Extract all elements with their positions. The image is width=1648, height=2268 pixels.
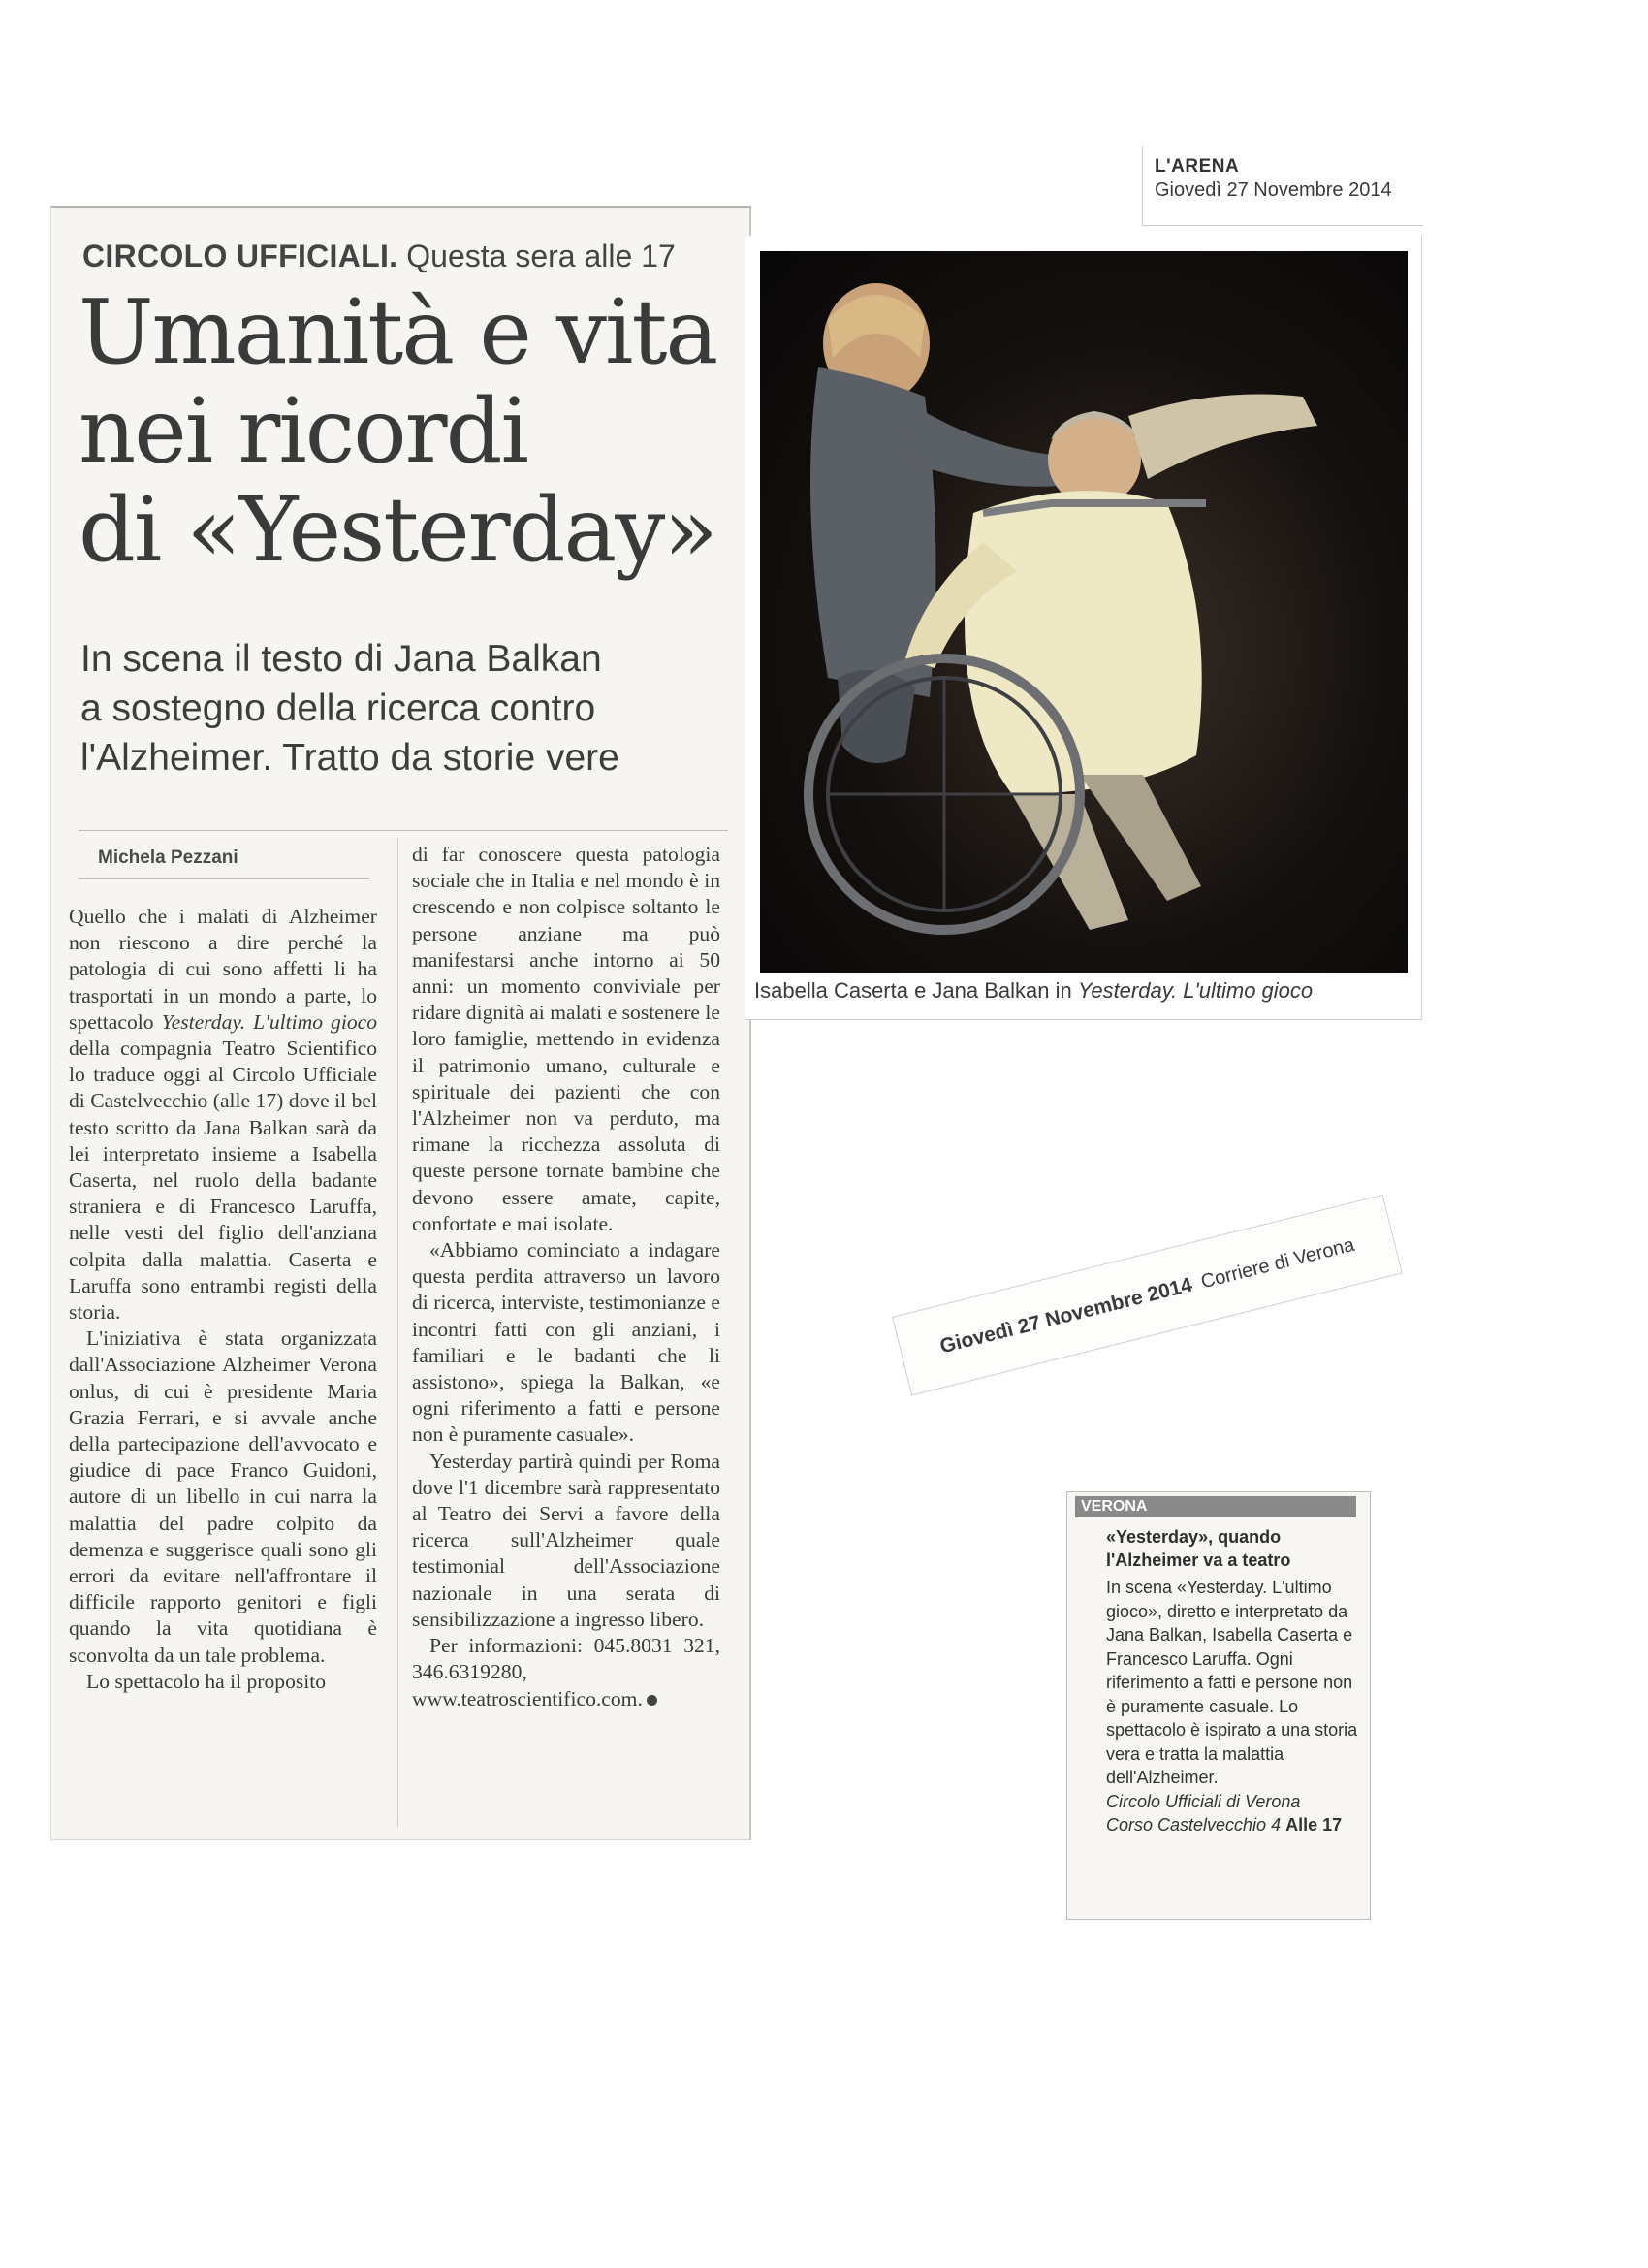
- byline: Michela Pezzani: [98, 847, 238, 868]
- byline-divider: [79, 878, 369, 879]
- divider: [79, 830, 728, 831]
- stage-photo: [760, 251, 1408, 973]
- brief-body: [1106, 1576, 1358, 1837]
- article-column-2: [412, 842, 720, 1712]
- strip-date: Giovedì 27 Novembre 2014: [937, 1273, 1195, 1358]
- masthead-clipping: [1142, 146, 1423, 226]
- performers-illustration: [760, 251, 1408, 973]
- article-clipping: [50, 206, 751, 1840]
- italic-title: Yesterday. L'ultimo gioco: [161, 1009, 377, 1034]
- column-divider: [397, 838, 398, 1827]
- deck-line: l'Alzheimer. Tratto da storie vere: [80, 737, 619, 779]
- strip-text: [937, 1233, 1356, 1359]
- corriere-date-strip: [892, 1195, 1403, 1396]
- end-mark: [647, 1695, 657, 1706]
- deck-line: In scena il testo di Jana Balkan: [80, 638, 602, 680]
- paragraph: «Abbiamo cominciato a indagare questa perdita attraverso un lavoro di ricerca, interviste, testimonianze e incontri fatti con gli anziani, i familiari e le badanti che li assistono», spiega la Balkan, «e ogni riferimento a fatti e persone non è puramente casuale».: [412, 1238, 720, 1447]
- brief-clipping: [1066, 1491, 1371, 1920]
- paragraph: L'iniziativa è stata organizzata dall'Associazione Alzheimer Verona onlus, di cui è presidente Maria Grazia Ferrari, e si avvale anche della partecipazione dell'avvocato e giudice di pace Franco Guidoni, autore di un libello in cui narra la malattia del padre colpito da demenza e suggerisce quali sono gli errori da evitare nell'affrontare il difficile rapporto genitori e figli quando la vita quotidiana è sconvolta da un tale problema.: [69, 1326, 377, 1667]
- brief-address-line: [1106, 1813, 1358, 1837]
- paragraph: Lo spettacolo ha il proposito: [86, 1669, 327, 1693]
- photo-caption: [754, 978, 1313, 1004]
- deck: [80, 634, 720, 783]
- strip-paper: Corriere di Verona: [1198, 1233, 1357, 1294]
- photo-clipping: [745, 236, 1422, 1020]
- caption-title: Yesterday. L'ultimo gioco: [1077, 978, 1314, 1003]
- paragraph: Yesterday partirà quindi per Roma dove l'1 dicembre sarà rappresentato al Teatro dei Servi a favore della ricerca sull'Alzheimer quale testimonial dell'Associazione nazionale in una serata di sensibilizzazione a ingresso libero.: [412, 1449, 720, 1631]
- headline-line: nei ricordi: [79, 379, 527, 483]
- contact-info: Per informazioni: 045.8031 321, 346.6319280, www.teatroscientifico.com.: [412, 1634, 720, 1710]
- headline-line: di «Yesterday»: [79, 478, 716, 582]
- kicker-time: Questa sera alle 17: [406, 239, 676, 273]
- text-run: della compagnia Teatro Scientifico lo traduce oggi al Circolo Ufficiale di Castelvecchio (alle 17) dove il bel testo scritto da Jana Balkan sarà da lei interpretato insieme a Isabella Caserta, nel ruolo della badante straniera e di Francesco Laruffa, nelle vesti del figlio dell'anziana colpita dalla malattia. Caserta e Laruffa sono entrambi registi della storia.: [69, 1037, 377, 1325]
- article-column-1: [69, 904, 377, 1695]
- newspaper-name: L'ARENA: [1155, 156, 1240, 176]
- address: Corso Castelvecchio 4: [1106, 1815, 1282, 1835]
- paragraph: di far conoscere questa patologia sociale che in Italia e nel mondo è in crescendo e non colpisce soltanto le persone anziane ma può manifestarsi anche intorno ai 50 anni: un momento conviviale per ridare dignità ai malati e sostenere le loro famiglie, mettendo in evidenza il patrimonio umano, culturale e spirituale dei pazienti che con l'Alzheimer non va perduto, ma rimane la ricchezza assoluta di queste persone tornate bambine che devono essere amate, capite, confortate e mai isolate.: [412, 843, 720, 1235]
- publication-date: Giovedì 27 Novembre 2014: [1155, 179, 1392, 201]
- deck-line: a sostegno della ricerca contro: [80, 687, 596, 729]
- paragraph: [412, 1633, 720, 1712]
- paragraph: [69, 904, 377, 1326]
- headline-line: Umanità e vita: [79, 280, 717, 384]
- headline: [79, 280, 747, 582]
- brief-title: «Yesterday», quando l'Alzheimer va a teatro: [1106, 1527, 1291, 1570]
- brief-venue: [1106, 1790, 1358, 1814]
- brief-text: In scena «Yesterday. L'ultimo gioco», diretto e interpretato da Jana Balkan, Isabella Caserta e Francesco Laruffa. Ogni riferimento a fatti e persone non è puramente casuale. Lo spettacolo è ispirato a una storia vera e tratta la malattia dell'Alzheimer.: [1106, 1578, 1358, 1787]
- venue: Circolo Ufficiali di Verona: [1106, 1791, 1301, 1811]
- kicker: [82, 239, 676, 274]
- text-run: Quello che i malati di Alzheimer non riescono a dire perché la patologia di cui sono affetti li ha trasportati in un mondo a parte, lo spettacolo: [69, 905, 377, 1034]
- event-time: Alle 17: [1285, 1815, 1343, 1835]
- section-label: VERONA: [1075, 1496, 1356, 1517]
- caption-names: Isabella Caserta e Jana Balkan in: [754, 978, 1078, 1003]
- kicker-section: CIRCOLO UFFICIALI.: [82, 239, 398, 273]
